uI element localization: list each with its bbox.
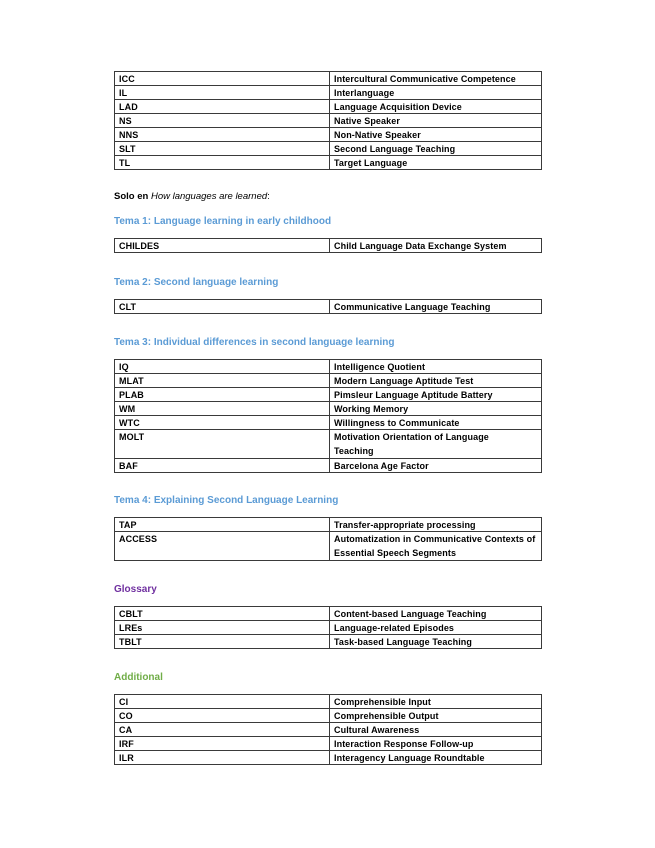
table-row: [115, 532, 542, 561]
abbreviation-table-additional: [114, 694, 542, 765]
expansion: Cultural Awareness: [330, 723, 542, 737]
expansion: Working Memory: [330, 402, 542, 416]
abbreviation: CA: [115, 723, 330, 737]
expansion: Interagency Language Roundtable: [330, 751, 542, 765]
intro-line: [114, 191, 270, 202]
expansion: Interlanguage: [330, 86, 542, 100]
intro-book-title: How languages are learned: [150, 191, 268, 202]
table-row: [115, 100, 542, 114]
expansion: Language Acquisition Device: [330, 100, 542, 114]
abbreviation: IQ: [115, 360, 330, 374]
heading-tema-2: Tema 2: Second language learning: [114, 277, 279, 288]
table-row: [115, 142, 542, 156]
table-row: [115, 709, 542, 723]
abbreviation: WTC: [115, 416, 330, 430]
table-row: [115, 751, 542, 765]
expansion: Automatization in Communicative Contexts of Essential Speech Segments: [330, 532, 542, 561]
expansion: Intercultural Communicative Competence: [330, 72, 542, 86]
expansion: Task-based Language Teaching: [330, 635, 542, 649]
expansion: Motivation Orientation of Language Teaching: [330, 430, 542, 459]
expansion: Language-related Episodes: [330, 621, 542, 635]
table-row: [115, 402, 542, 416]
expansion: Interaction Response Follow-up: [330, 737, 542, 751]
expansion: Content-based Language Teaching: [330, 607, 542, 621]
table-row: [115, 723, 542, 737]
abbreviation: MOLT: [115, 430, 330, 459]
intro-suffix: :: [267, 191, 270, 202]
abbreviation-table-tema-2: [114, 299, 542, 314]
heading-tema-3: Tema 3: Individual differences in second language learning: [114, 337, 395, 348]
table-row: [115, 621, 542, 635]
table-row: [115, 430, 542, 459]
abbreviation: NS: [115, 114, 330, 128]
abbreviation: ACCESS: [115, 532, 330, 561]
heading-additional: Additional: [114, 672, 163, 683]
expansion: Barcelona Age Factor: [330, 459, 542, 473]
expansion: Target Language: [330, 156, 542, 170]
abbreviation: NNS: [115, 128, 330, 142]
table-row: [115, 360, 542, 374]
abbreviation-table-tema-3: [114, 359, 542, 473]
abbreviation: CHILDES: [115, 239, 330, 253]
expansion: Communicative Language Teaching: [330, 300, 542, 314]
abbreviation: LAD: [115, 100, 330, 114]
expansion: Non-Native Speaker: [330, 128, 542, 142]
abbreviation: LREs: [115, 621, 330, 635]
table-row: [115, 114, 542, 128]
table-row: [115, 388, 542, 402]
abbreviation-table-tema-4: [114, 517, 542, 561]
table-row: [115, 72, 542, 86]
table-row: [115, 737, 542, 751]
abbreviation: IRF: [115, 737, 330, 751]
table-row: [115, 239, 542, 253]
expansion: Transfer-appropriate processing: [330, 518, 542, 532]
abbreviation: CI: [115, 695, 330, 709]
expansion: Intelligence Quotient: [330, 360, 542, 374]
abbreviation-table-tema-1: [114, 238, 542, 253]
table-row: [115, 635, 542, 649]
abbreviation: IL: [115, 86, 330, 100]
abbreviation: ILR: [115, 751, 330, 765]
abbreviation: TL: [115, 156, 330, 170]
table-row: [115, 416, 542, 430]
expansion: Comprehensible Output: [330, 709, 542, 723]
abbreviation: TBLT: [115, 635, 330, 649]
heading-tema-4: Tema 4: Explaining Second Language Learning: [114, 495, 339, 506]
abbreviation: CBLT: [115, 607, 330, 621]
table-row: [115, 156, 542, 170]
heading-tema-1: Tema 1: Language learning in early childhood: [114, 216, 332, 227]
abbreviation: MLAT: [115, 374, 330, 388]
table-row: [115, 607, 542, 621]
expansion: Native Speaker: [330, 114, 542, 128]
table-row: [115, 128, 542, 142]
abbreviation: CO: [115, 709, 330, 723]
abbreviation: PLAB: [115, 388, 330, 402]
table-row: [115, 459, 542, 473]
abbreviation: BAF: [115, 459, 330, 473]
table-row: [115, 374, 542, 388]
intro-prefix: Solo en: [114, 191, 151, 202]
abbreviation: ICC: [115, 72, 330, 86]
abbreviation-table-glossary: [114, 606, 542, 649]
expansion: Willingness to Communicate: [330, 416, 542, 430]
abbreviation: CLT: [115, 300, 330, 314]
abbreviation-table-general: [114, 71, 542, 170]
expansion: Comprehensible Input: [330, 695, 542, 709]
table-row: [115, 695, 542, 709]
expansion: Second Language Teaching: [330, 142, 542, 156]
abbreviation: TAP: [115, 518, 330, 532]
expansion: Child Language Data Exchange System: [330, 239, 542, 253]
table-row: [115, 300, 542, 314]
table-row: [115, 86, 542, 100]
expansion: Modern Language Aptitude Test: [330, 374, 542, 388]
expansion: Pimsleur Language Aptitude Battery: [330, 388, 542, 402]
table-row: [115, 518, 542, 532]
abbreviation: SLT: [115, 142, 330, 156]
abbreviation: WM: [115, 402, 330, 416]
heading-glossary: Glossary: [114, 584, 157, 595]
